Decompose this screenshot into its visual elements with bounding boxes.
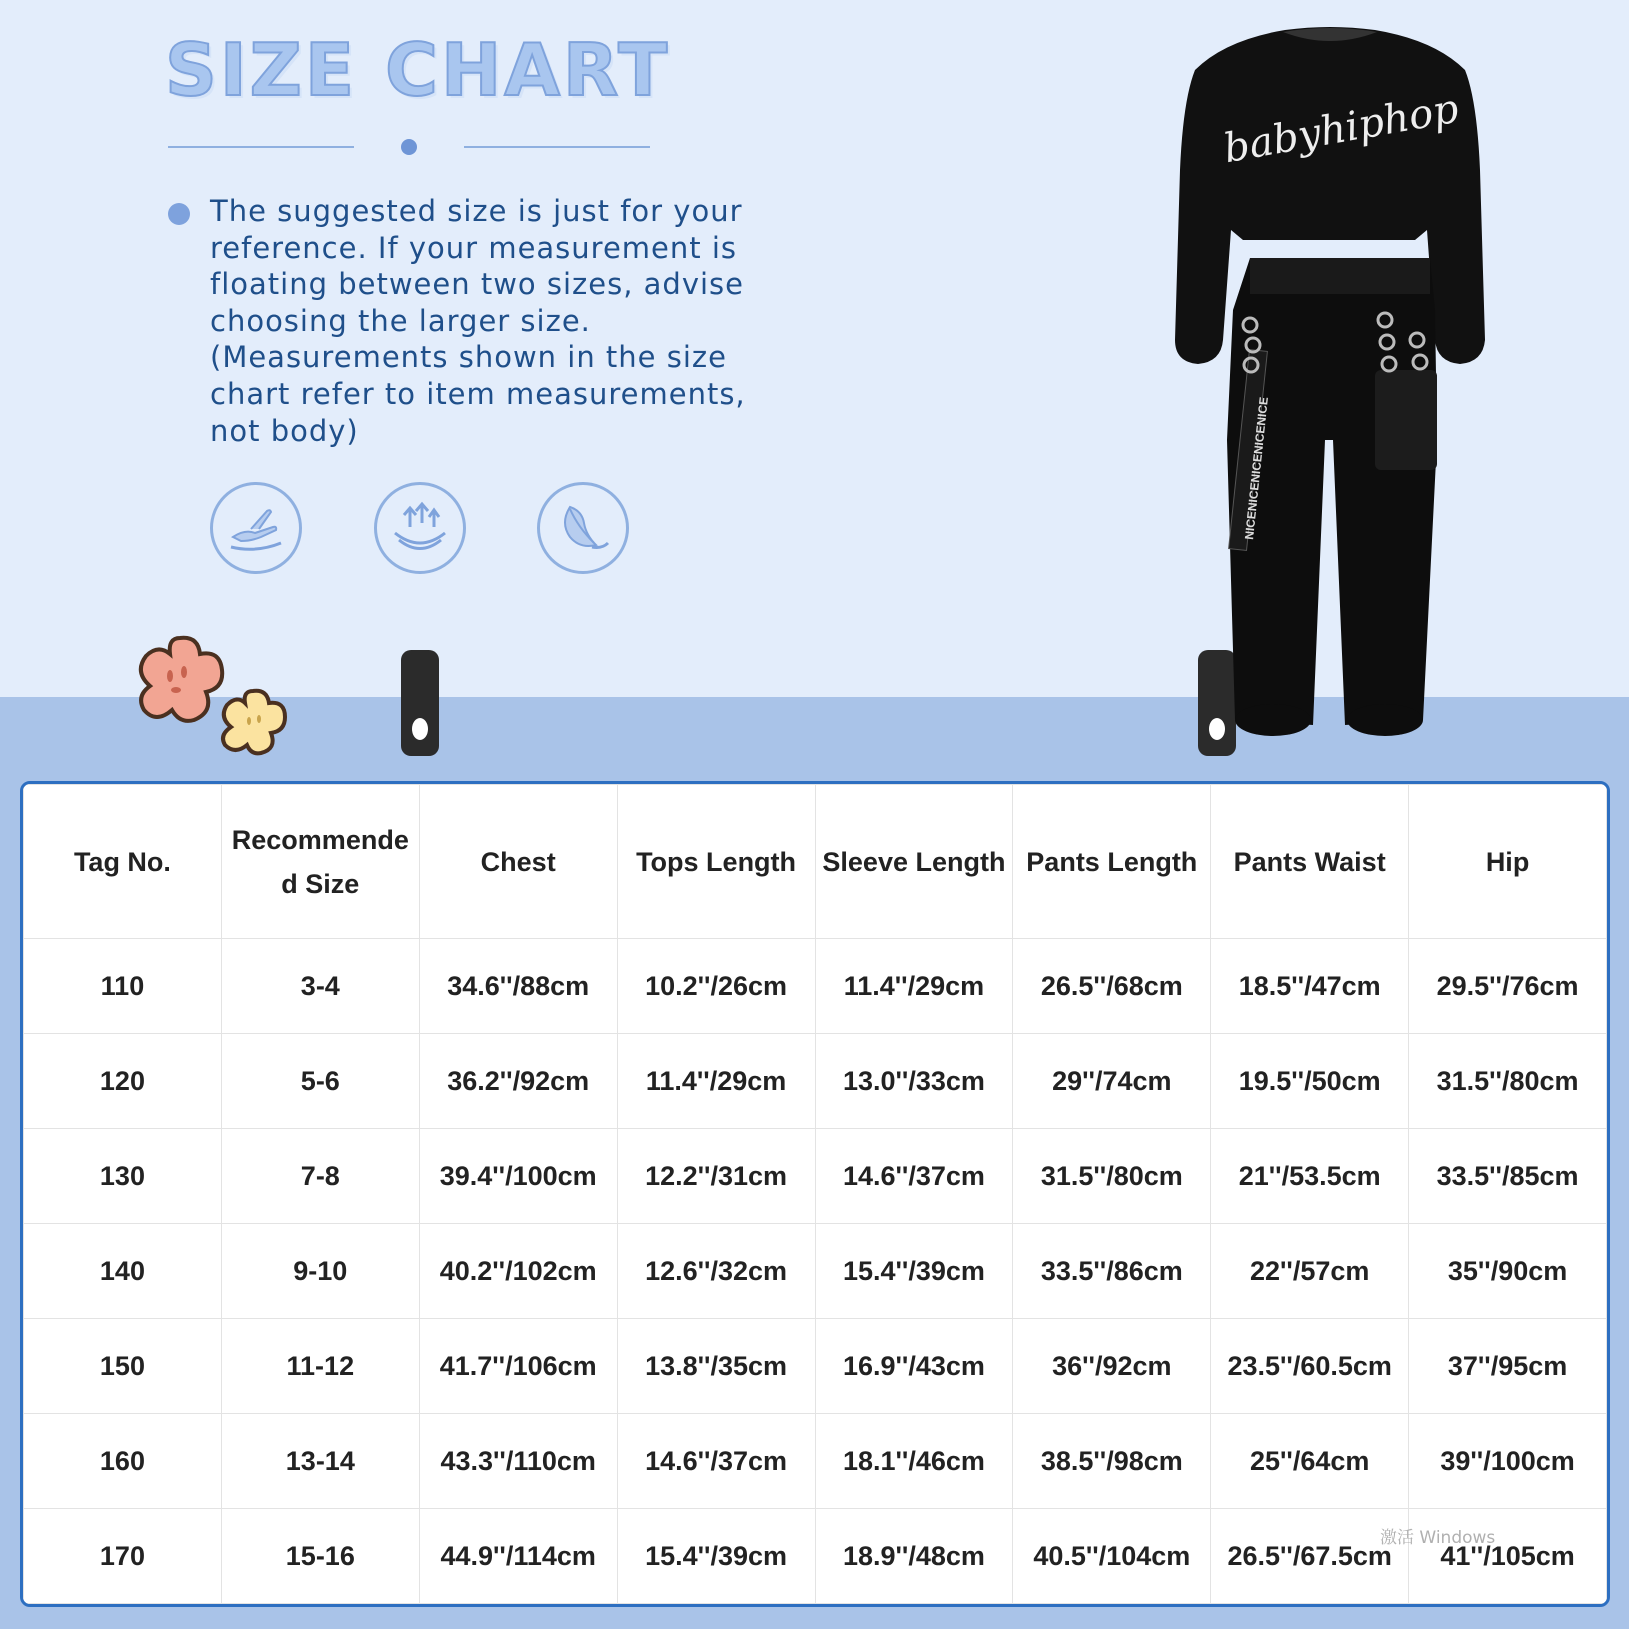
cell-chest: 44.9''/114cm xyxy=(419,1509,617,1604)
cell-pants-length: 38.5''/98cm xyxy=(1013,1414,1211,1509)
table-row xyxy=(24,1129,1607,1224)
cell-recommended-size: 13-14 xyxy=(221,1414,419,1509)
cell-tag-no: 170 xyxy=(24,1509,222,1604)
cell-tag-no: 110 xyxy=(24,939,222,1034)
cell-hip: 29.5''/76cm xyxy=(1409,939,1607,1034)
title-divider-left xyxy=(168,146,354,148)
cell-tops-length: 15.4''/39cm xyxy=(617,1509,815,1604)
table-header-row xyxy=(24,785,1607,939)
cell-tops-length: 10.2''/26cm xyxy=(617,939,815,1034)
cell-tag-no: 160 xyxy=(24,1414,222,1509)
table-row xyxy=(24,939,1607,1034)
header-sleeve-length: Sleeve Length xyxy=(815,785,1013,939)
cell-pants-waist: 22''/57cm xyxy=(1211,1224,1409,1319)
cell-pants-waist: 19.5''/50cm xyxy=(1211,1034,1409,1129)
cell-chest: 34.6''/88cm xyxy=(419,939,617,1034)
table-row xyxy=(24,1319,1607,1414)
cell-tag-no: 140 xyxy=(24,1224,222,1319)
strap-text: NICENICENICENICENICE xyxy=(1242,396,1271,541)
cell-pants-length: 26.5''/68cm xyxy=(1013,939,1211,1034)
print-text: babyhiphop xyxy=(1220,85,1462,173)
table-row xyxy=(24,1034,1607,1129)
header-tops-length: Tops Length xyxy=(617,785,815,939)
cell-tops-length: 12.6''/32cm xyxy=(617,1224,815,1319)
cell-pants-waist: 18.5''/47cm xyxy=(1211,939,1409,1034)
header-hip: Hip xyxy=(1409,785,1607,939)
cell-tops-length: 13.8''/35cm xyxy=(617,1319,815,1414)
cell-chest: 41.7''/106cm xyxy=(419,1319,617,1414)
cell-tag-no: 130 xyxy=(24,1129,222,1224)
header-chest: Chest xyxy=(419,785,617,939)
cell-pants-length: 33.5''/86cm xyxy=(1013,1224,1211,1319)
cell-tops-length: 12.2''/31cm xyxy=(617,1129,815,1224)
feather-icon xyxy=(537,482,629,574)
size-note: The suggested size is just for your reference. If your measurement is floating between two sizes, advise choosing the larger size. (Measurements shown in the size chart refer to item measurements, not body) xyxy=(210,194,746,448)
cell-chest: 40.2''/102cm xyxy=(419,1224,617,1319)
cell-pants-length: 40.5''/104cm xyxy=(1013,1509,1211,1604)
windows-activation-watermark: 激活 Windows xyxy=(1380,1528,1496,1548)
page-title: SIZE CHART xyxy=(165,28,671,112)
header-recommended-size: Recommended Size xyxy=(221,785,419,939)
table-row xyxy=(24,1224,1607,1319)
cell-recommended-size: 3-4 xyxy=(221,939,419,1034)
cell-tops-length: 11.4''/29cm xyxy=(617,1034,815,1129)
cell-pants-waist: 23.5''/60.5cm xyxy=(1211,1319,1409,1414)
table-row xyxy=(24,1509,1607,1604)
cell-recommended-size: 5-6 xyxy=(221,1034,419,1129)
cell-recommended-size: 15-16 xyxy=(221,1509,419,1604)
cell-hip: 37''/95cm xyxy=(1409,1319,1607,1414)
header-tag-no: Tag No. xyxy=(24,785,222,939)
cell-chest: 36.2''/92cm xyxy=(419,1034,617,1129)
note-bullet xyxy=(168,203,190,225)
breathable-icon xyxy=(374,482,466,574)
header-pants-length: Pants Length xyxy=(1013,785,1211,939)
hand-soft-icon xyxy=(210,482,302,574)
cell-sleeve-length: 18.1''/46cm xyxy=(815,1414,1013,1509)
cell-pants-waist: 25''/64cm xyxy=(1211,1414,1409,1509)
cell-tops-length: 14.6''/37cm xyxy=(617,1414,815,1509)
clip-pin-left xyxy=(401,650,439,756)
cell-hip: 39''/100cm xyxy=(1409,1414,1607,1509)
title-divider-right xyxy=(464,146,650,148)
cell-sleeve-length: 15.4''/39cm xyxy=(815,1224,1013,1319)
cell-recommended-size: 11-12 xyxy=(221,1319,419,1414)
cell-tag-no: 150 xyxy=(24,1319,222,1414)
cell-sleeve-length: 13.0''/33cm xyxy=(815,1034,1013,1129)
cell-sleeve-length: 16.9''/43cm xyxy=(815,1319,1013,1414)
cell-sleeve-length: 14.6''/37cm xyxy=(815,1129,1013,1224)
size-table-body xyxy=(24,939,1607,1604)
header-pants-waist: Pants Waist xyxy=(1211,785,1409,939)
cell-chest: 43.3''/110cm xyxy=(419,1414,617,1509)
cell-pants-waist: 26.5''/67.5cm xyxy=(1211,1509,1409,1604)
cell-chest: 39.4''/100cm xyxy=(419,1129,617,1224)
cell-sleeve-length: 18.9''/48cm xyxy=(815,1509,1013,1604)
flower-decoration-icon xyxy=(125,625,310,770)
title-divider-dot xyxy=(401,139,417,155)
cell-recommended-size: 9-10 xyxy=(221,1224,419,1319)
cell-pants-length: 36''/92cm xyxy=(1013,1319,1211,1414)
size-table xyxy=(23,784,1607,1604)
cell-pants-length: 29''/74cm xyxy=(1013,1034,1211,1129)
cell-hip: 31.5''/80cm xyxy=(1409,1034,1607,1129)
product-outfit-image xyxy=(1165,20,1495,760)
table-row xyxy=(24,1414,1607,1509)
cell-pants-waist: 21''/53.5cm xyxy=(1211,1129,1409,1224)
cell-tag-no: 120 xyxy=(24,1034,222,1129)
cell-hip: 35''/90cm xyxy=(1409,1224,1607,1319)
cell-hip: 41''/105cm xyxy=(1409,1509,1607,1604)
size-table-container xyxy=(20,781,1610,1607)
cell-recommended-size: 7-8 xyxy=(221,1129,419,1224)
cell-hip: 33.5''/85cm xyxy=(1409,1129,1607,1224)
cell-pants-length: 31.5''/80cm xyxy=(1013,1129,1211,1224)
cell-sleeve-length: 11.4''/29cm xyxy=(815,939,1013,1034)
